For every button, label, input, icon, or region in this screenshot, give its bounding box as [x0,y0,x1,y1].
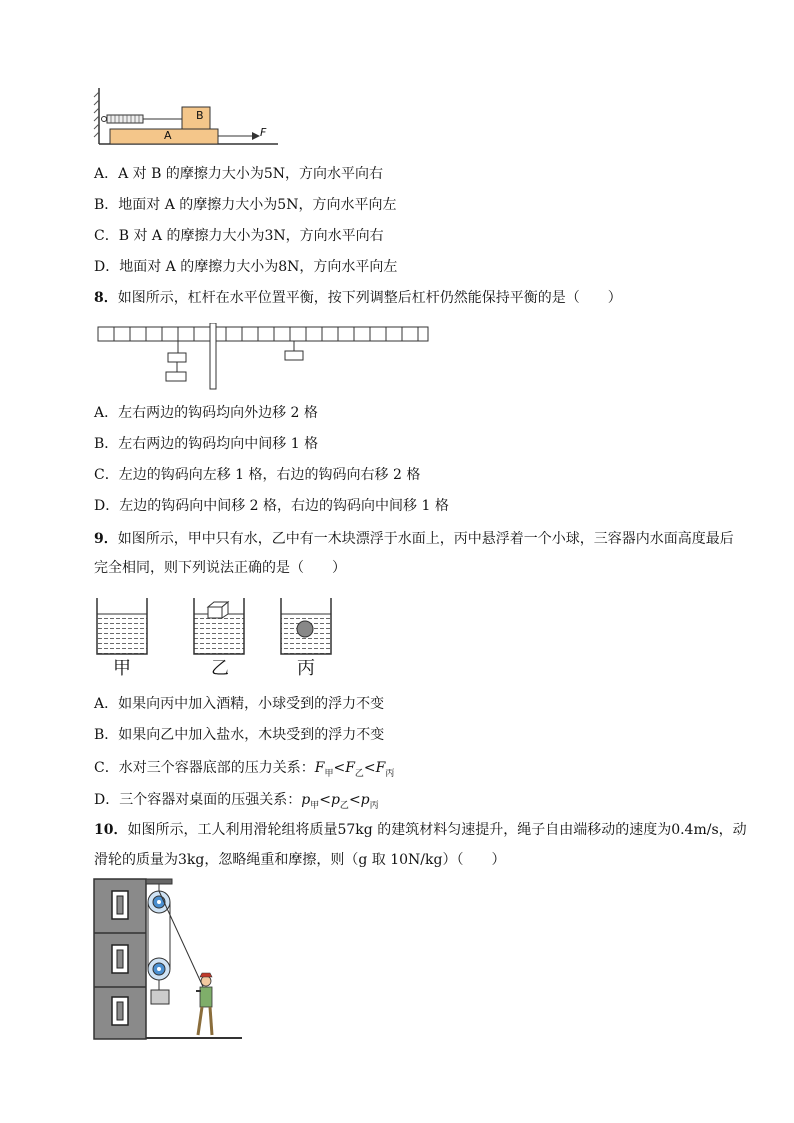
q9-c-sub-1: 甲 [324,768,334,779]
q9-d-sub-1: 甲 [310,800,320,811]
load-block [151,990,169,1004]
worker [196,973,212,1035]
q9-c-var-1: F [314,760,325,776]
q9-c-lt-1: < [333,760,346,776]
q9-option-c-text: C．水对三个容器底部的压力关系： [94,760,315,776]
q9-stem-line-2: 完全相同，则下列说法正确的是（ ） [94,560,346,576]
q8-number: 8． [94,290,118,306]
q7-label-b: B [196,109,204,122]
q9-label-bing: 丙 [297,658,315,679]
q10-stem-line-2: 滑轮的质量为3kg，忽略绳重和摩擦，则（g 取 10N/kg）（ ） [94,852,506,868]
q8-stem-line [94,288,622,308]
q7-label-f: F [260,126,267,139]
q9-option-c [94,758,394,784]
q9-label-yi: 乙 [211,658,229,679]
q8-option-b: B．左右两边的钩码均向中间移 1 格 [94,436,319,452]
q9-d-sub-2: 乙 [339,800,349,811]
q7-option-a: A．A 对 B 的摩擦力大小为5N，方向水平向右 [94,166,384,182]
q9-stem-1: 如图所示，甲中只有水，乙中有一木块漂浮于水面上，丙中悬浮着一个小球，三容器内水面高度最后 [117,531,734,547]
q9-containers-figure [92,596,342,658]
q7-figure [92,86,282,148]
q10-stem-line-1 [94,820,747,840]
q9-c-sub-3: 丙 [385,768,395,779]
q9-c-lt-2: < [363,760,376,776]
q9-d-lt-1: < [319,792,331,808]
q9-d-var-3: p [360,792,370,808]
q9-d-var-1: p [301,792,311,808]
q7-label-a: A [164,129,172,142]
q8-option-c: C．左边的钩码向左移 1 格，右边的钩码向右移 2 格 [94,467,421,483]
q8-option-a: A．左右两边的钩码均向外边移 2 格 [94,405,318,421]
q9-c-var-3: F [375,760,386,776]
q9-d-lt-2: < [348,792,361,808]
q10-pulley-figure [92,877,244,1041]
q9-d-sub-3: 丙 [369,800,379,811]
q9-stem-line-1 [94,529,734,549]
q9-option-d [94,790,379,816]
q9-option-d-text: D．三个容器对桌面的压强关系： [94,792,302,808]
q8-option-d: D．左边的钩码向中间移 2 格，右边的钩码向中间移 1 格 [94,498,449,514]
q9-label-jia: 甲 [113,658,131,679]
q9-number: 9． [94,531,118,547]
q10-stem-1: 如图所示，工人利用滑轮组将质量57kg 的建筑材料匀速提升，绳子自由端移动的速度为0.4m/s，动 [127,822,747,838]
q7-option-b: B．地面对 A 的摩擦力大小为5N，方向水平向左 [94,197,397,213]
q8-stem: 如图所示，杠杆在水平位置平衡，按下列调整后杠杆仍然能保持平衡的是（ ） [117,290,622,306]
q9-option-a: A．如果向丙中加入酒精，小球受到的浮力不变 [94,696,385,712]
q9-d-var-2: p [330,792,340,808]
q9-option-b: B．如果向乙中加入盐水，木块受到的浮力不变 [94,727,385,743]
q9-c-var-2: F [345,760,355,776]
q8-lever-figure [96,323,430,393]
q7-option-c: C．B 对 A 的摩擦力大小为3N，方向水平向右 [94,228,384,244]
q9-c-sub-2: 乙 [354,768,364,779]
q7-option-d: D．地面对 A 的摩擦力大小为8N，方向水平向左 [94,259,398,275]
q10-number: 10． [94,822,128,838]
